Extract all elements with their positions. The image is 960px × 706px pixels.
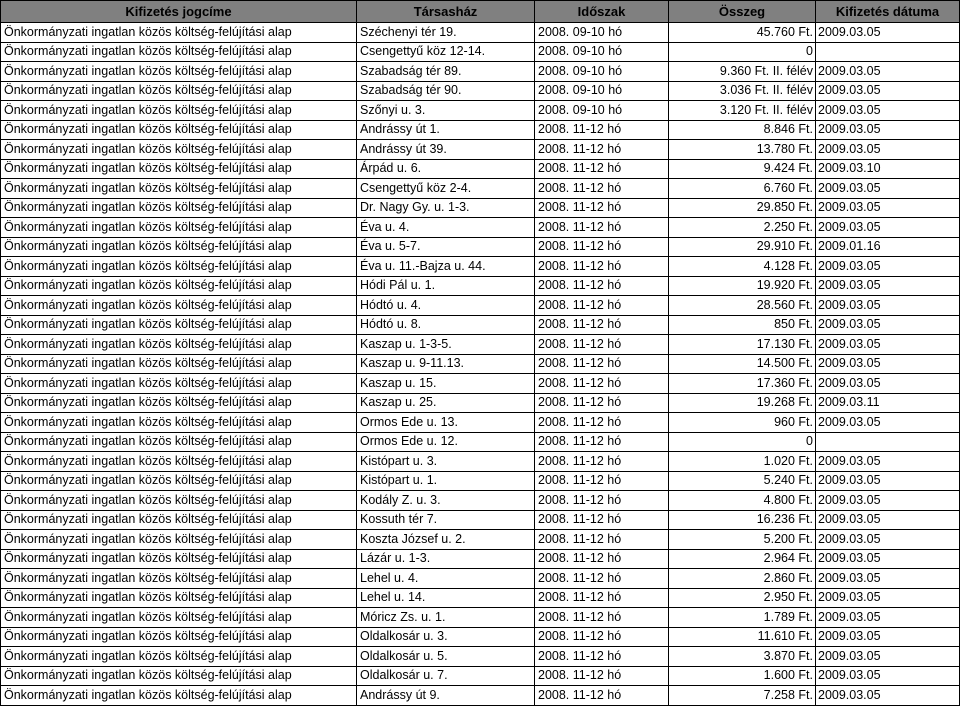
table-row	[1, 81, 960, 101]
cell-payment-title: Önkormányzati ingatlan közös költség-felújítási alap	[1, 374, 357, 394]
cell-period: 2008. 11-12 hó	[535, 393, 669, 413]
cell-amount: 3.120 Ft. II. félév	[669, 101, 816, 121]
cell-period: 2008. 11-12 hó	[535, 569, 669, 589]
cell-payment-date: 2009.03.05	[816, 491, 960, 511]
cell-period: 2008. 11-12 hó	[535, 413, 669, 433]
cell-condominium: Csengettyű köz 2-4.	[357, 179, 535, 199]
cell-condominium: Szabadság tér 90.	[357, 81, 535, 101]
table-row	[1, 432, 960, 452]
cell-payment-date: 2009.03.05	[816, 140, 960, 160]
table-row	[1, 23, 960, 43]
cell-condominium: Hódtó u. 8.	[357, 315, 535, 335]
cell-amount: 3.036 Ft. II. félév	[669, 81, 816, 101]
table-row	[1, 491, 960, 511]
cell-period: 2008. 11-12 hó	[535, 218, 669, 238]
cell-payment-date: 2009.03.05	[816, 530, 960, 550]
cell-amount: 45.760 Ft.	[669, 23, 816, 43]
cell-payment-date: 2009.03.05	[816, 120, 960, 140]
table-row	[1, 335, 960, 355]
cell-payment-title: Önkormányzati ingatlan közös költség-felújítási alap	[1, 198, 357, 218]
cell-period: 2008. 11-12 hó	[535, 179, 669, 199]
cell-condominium: Lázár u. 1-3.	[357, 549, 535, 569]
cell-payment-date: 2009.03.05	[816, 276, 960, 296]
cell-amount: 1.789 Ft.	[669, 608, 816, 628]
header-payment-date: Kifizetés dátuma	[816, 1, 960, 23]
header-amount: Összeg	[669, 1, 816, 23]
cell-payment-date: 2009.03.05	[816, 257, 960, 277]
cell-period: 2008. 11-12 hó	[535, 120, 669, 140]
header-period: Időszak	[535, 1, 669, 23]
cell-payment-date: 2009.03.05	[816, 569, 960, 589]
cell-payment-date	[816, 432, 960, 452]
cell-condominium: Hódtó u. 4.	[357, 296, 535, 316]
cell-payment-title: Önkormányzati ingatlan közös költség-felújítási alap	[1, 549, 357, 569]
cell-condominium: Oldalkosár u. 7.	[357, 666, 535, 686]
table-row	[1, 549, 960, 569]
cell-condominium: Dr. Nagy Gy. u. 1-3.	[357, 198, 535, 218]
cell-period: 2008. 11-12 hó	[535, 588, 669, 608]
cell-payment-title: Önkormányzati ingatlan közös költség-felújítási alap	[1, 393, 357, 413]
cell-payment-title: Önkormányzati ingatlan közös költség-felújítási alap	[1, 335, 357, 355]
table-row	[1, 296, 960, 316]
cell-period: 2008. 11-12 hó	[535, 491, 669, 511]
cell-payment-date: 2009.03.05	[816, 549, 960, 569]
cell-amount: 9.360 Ft. II. félév	[669, 62, 816, 82]
table-row	[1, 354, 960, 374]
cell-payment-title: Önkormányzati ingatlan közös költség-felújítási alap	[1, 510, 357, 530]
cell-condominium: Oldalkosár u. 5.	[357, 647, 535, 667]
cell-payment-title: Önkormányzati ingatlan közös költség-felújítási alap	[1, 179, 357, 199]
cell-amount: 9.424 Ft.	[669, 159, 816, 179]
cell-period: 2008. 11-12 hó	[535, 510, 669, 530]
cell-amount: 17.130 Ft.	[669, 335, 816, 355]
cell-payment-title: Önkormányzati ingatlan közös költség-felújítási alap	[1, 315, 357, 335]
cell-payment-title: Önkormányzati ingatlan közös költség-felújítási alap	[1, 237, 357, 257]
cell-period: 2008. 11-12 hó	[535, 530, 669, 550]
cell-period: 2008. 11-12 hó	[535, 608, 669, 628]
cell-payment-date: 2009.03.10	[816, 159, 960, 179]
table-row	[1, 608, 960, 628]
cell-payment-title: Önkormányzati ingatlan közös költség-felújítási alap	[1, 120, 357, 140]
cell-period: 2008. 09-10 hó	[535, 42, 669, 62]
cell-payment-date: 2009.03.05	[816, 471, 960, 491]
cell-condominium: Lehel u. 14.	[357, 588, 535, 608]
cell-period: 2008. 11-12 hó	[535, 354, 669, 374]
cell-payment-title: Önkormányzati ingatlan közös költség-felújítási alap	[1, 296, 357, 316]
cell-condominium: Andrássy út 9.	[357, 686, 535, 706]
cell-amount: 4.800 Ft.	[669, 491, 816, 511]
table-row	[1, 452, 960, 472]
cell-payment-title: Önkormányzati ingatlan közös költség-felújítási alap	[1, 432, 357, 452]
cell-condominium: Oldalkosár u. 3.	[357, 627, 535, 647]
cell-payment-title: Önkormányzati ingatlan közös költség-felújítási alap	[1, 491, 357, 511]
table-row	[1, 140, 960, 160]
cell-period: 2008. 11-12 hó	[535, 315, 669, 335]
cell-payment-title: Önkormányzati ingatlan közös költség-felújítási alap	[1, 530, 357, 550]
cell-condominium: Széchenyi tér 19.	[357, 23, 535, 43]
cell-payment-date	[816, 42, 960, 62]
table-row	[1, 198, 960, 218]
table-row	[1, 218, 960, 238]
cell-period: 2008. 11-12 hó	[535, 666, 669, 686]
cell-payment-date: 2009.03.05	[816, 315, 960, 335]
cell-payment-date: 2009.03.05	[816, 354, 960, 374]
table-row	[1, 62, 960, 82]
cell-payment-title: Önkormányzati ingatlan közös költség-felújítási alap	[1, 62, 357, 82]
cell-period: 2008. 11-12 hó	[535, 237, 669, 257]
cell-payment-date: 2009.03.05	[816, 198, 960, 218]
table-row	[1, 627, 960, 647]
cell-condominium: Csengettyű köz 12-14.	[357, 42, 535, 62]
cell-payment-title: Önkormányzati ingatlan közös költség-felújítási alap	[1, 452, 357, 472]
cell-payment-title: Önkormányzati ingatlan közös költség-felújítási alap	[1, 647, 357, 667]
cell-payment-date: 2009.03.05	[816, 374, 960, 394]
cell-payment-date: 2009.03.05	[816, 296, 960, 316]
cell-payment-date: 2009.03.05	[816, 627, 960, 647]
table-row	[1, 393, 960, 413]
cell-amount: 19.268 Ft.	[669, 393, 816, 413]
cell-period: 2008. 11-12 hó	[535, 686, 669, 706]
cell-condominium: Lehel u. 4.	[357, 569, 535, 589]
cell-payment-title: Önkormányzati ingatlan közös költség-felújítási alap	[1, 257, 357, 277]
cell-condominium: Árpád u. 6.	[357, 159, 535, 179]
cell-condominium: Andrássy út 39.	[357, 140, 535, 160]
cell-payment-date: 2009.03.11	[816, 393, 960, 413]
cell-amount: 960 Ft.	[669, 413, 816, 433]
cell-amount: 850 Ft.	[669, 315, 816, 335]
cell-condominium: Koszta József u. 2.	[357, 530, 535, 550]
cell-condominium: Kaszap u. 1-3-5.	[357, 335, 535, 355]
cell-payment-title: Önkormányzati ingatlan közös költség-felújítási alap	[1, 140, 357, 160]
cell-payment-date: 2009.03.05	[816, 452, 960, 472]
cell-period: 2008. 11-12 hó	[535, 335, 669, 355]
cell-period: 2008. 11-12 hó	[535, 647, 669, 667]
table-row	[1, 647, 960, 667]
cell-payment-date: 2009.03.05	[816, 335, 960, 355]
cell-condominium: Szőnyi u. 3.	[357, 101, 535, 121]
cell-payment-date: 2009.03.05	[816, 81, 960, 101]
table-row	[1, 666, 960, 686]
cell-payment-title: Önkormányzati ingatlan közös költség-felújítási alap	[1, 608, 357, 628]
cell-amount: 6.760 Ft.	[669, 179, 816, 199]
header-row	[1, 1, 960, 23]
cell-amount: 2.860 Ft.	[669, 569, 816, 589]
table-row	[1, 120, 960, 140]
table-row	[1, 588, 960, 608]
cell-period: 2008. 11-12 hó	[535, 452, 669, 472]
cell-payment-date: 2009.03.05	[816, 510, 960, 530]
cell-payment-title: Önkormányzati ingatlan közös költség-felújítási alap	[1, 81, 357, 101]
cell-amount: 3.870 Ft.	[669, 647, 816, 667]
cell-amount: 17.360 Ft.	[669, 374, 816, 394]
cell-condominium: Kaszap u. 25.	[357, 393, 535, 413]
cell-amount: 1.600 Ft.	[669, 666, 816, 686]
cell-payment-date: 2009.01.16	[816, 237, 960, 257]
header-payment-title: Kifizetés jogcíme	[1, 1, 357, 23]
cell-payment-date: 2009.03.05	[816, 686, 960, 706]
cell-period: 2008. 11-12 hó	[535, 374, 669, 394]
table-row	[1, 101, 960, 121]
cell-period: 2008. 09-10 hó	[535, 101, 669, 121]
table-row	[1, 315, 960, 335]
cell-period: 2008. 11-12 hó	[535, 432, 669, 452]
cell-condominium: Ormos Ede u. 13.	[357, 413, 535, 433]
cell-amount: 11.610 Ft.	[669, 627, 816, 647]
cell-payment-date: 2009.03.05	[816, 218, 960, 238]
cell-payment-title: Önkormányzati ingatlan közös költség-felújítási alap	[1, 666, 357, 686]
table-row	[1, 510, 960, 530]
cell-payment-title: Önkormányzati ingatlan közös költség-felújítási alap	[1, 569, 357, 589]
cell-condominium: Kistópart u. 3.	[357, 452, 535, 472]
cell-payment-title: Önkormányzati ingatlan közös költség-felújítási alap	[1, 276, 357, 296]
table-row	[1, 237, 960, 257]
cell-condominium: Éva u. 5-7.	[357, 237, 535, 257]
cell-period: 2008. 09-10 hó	[535, 62, 669, 82]
cell-amount: 1.020 Ft.	[669, 452, 816, 472]
cell-amount: 0	[669, 432, 816, 452]
cell-payment-date: 2009.03.05	[816, 62, 960, 82]
cell-payment-title: Önkormányzati ingatlan közös költség-felújítási alap	[1, 588, 357, 608]
cell-condominium: Kodály Z. u. 3.	[357, 491, 535, 511]
cell-payment-date: 2009.03.05	[816, 608, 960, 628]
cell-payment-title: Önkormányzati ingatlan közös költség-felújítási alap	[1, 101, 357, 121]
cell-payment-title: Önkormányzati ingatlan közös költség-felújítási alap	[1, 23, 357, 43]
cell-amount: 4.128 Ft.	[669, 257, 816, 277]
cell-period: 2008. 09-10 hó	[535, 23, 669, 43]
table-row	[1, 569, 960, 589]
cell-payment-date: 2009.03.05	[816, 23, 960, 43]
cell-condominium: Kistópart u. 1.	[357, 471, 535, 491]
cell-amount: 13.780 Ft.	[669, 140, 816, 160]
cell-condominium: Szabadság tér 89.	[357, 62, 535, 82]
cell-payment-title: Önkormányzati ingatlan közös költség-felújítási alap	[1, 686, 357, 706]
cell-amount: 8.846 Ft.	[669, 120, 816, 140]
cell-payment-title: Önkormányzati ingatlan közös költség-felújítási alap	[1, 354, 357, 374]
cell-condominium: Kaszap u. 9-11.13.	[357, 354, 535, 374]
cell-amount: 29.850 Ft.	[669, 198, 816, 218]
cell-amount: 2.250 Ft.	[669, 218, 816, 238]
header-condominium: Társasház	[357, 1, 535, 23]
cell-payment-title: Önkormányzati ingatlan közös költség-felújítási alap	[1, 471, 357, 491]
cell-condominium: Ormos Ede u. 12.	[357, 432, 535, 452]
cell-period: 2008. 11-12 hó	[535, 627, 669, 647]
cell-amount: 7.258 Ft.	[669, 686, 816, 706]
table-row	[1, 257, 960, 277]
table-row	[1, 276, 960, 296]
table-row	[1, 179, 960, 199]
table-row	[1, 42, 960, 62]
cell-condominium: Kaszap u. 15.	[357, 374, 535, 394]
cell-period: 2008. 11-12 hó	[535, 198, 669, 218]
cell-period: 2008. 11-12 hó	[535, 296, 669, 316]
cell-payment-date: 2009.03.05	[816, 647, 960, 667]
cell-period: 2008. 11-12 hó	[535, 257, 669, 277]
cell-condominium: Kossuth tér 7.	[357, 510, 535, 530]
cell-period: 2008. 11-12 hó	[535, 549, 669, 569]
cell-payment-title: Önkormányzati ingatlan közös költség-felújítási alap	[1, 218, 357, 238]
cell-amount: 0	[669, 42, 816, 62]
cell-amount: 5.240 Ft.	[669, 471, 816, 491]
table-header	[1, 1, 960, 23]
cell-payment-title: Önkormányzati ingatlan közös költség-felújítási alap	[1, 42, 357, 62]
cell-amount: 2.950 Ft.	[669, 588, 816, 608]
cell-amount: 19.920 Ft.	[669, 276, 816, 296]
cell-condominium: Éva u. 4.	[357, 218, 535, 238]
cell-condominium: Móricz Zs. u. 1.	[357, 608, 535, 628]
table-row	[1, 530, 960, 550]
cell-amount: 29.910 Ft.	[669, 237, 816, 257]
cell-period: 2008. 11-12 hó	[535, 140, 669, 160]
cell-amount: 28.560 Ft.	[669, 296, 816, 316]
cell-payment-title: Önkormányzati ingatlan közös költség-felújítási alap	[1, 159, 357, 179]
cell-payment-title: Önkormányzati ingatlan közös költség-felújítási alap	[1, 627, 357, 647]
cell-payment-date: 2009.03.05	[816, 101, 960, 121]
table-row	[1, 471, 960, 491]
cell-period: 2008. 11-12 hó	[535, 159, 669, 179]
cell-condominium: Hódi Pál u. 1.	[357, 276, 535, 296]
cell-payment-date: 2009.03.05	[816, 588, 960, 608]
table-row	[1, 686, 960, 706]
cell-payment-date: 2009.03.05	[816, 413, 960, 433]
cell-amount: 2.964 Ft.	[669, 549, 816, 569]
table-row	[1, 159, 960, 179]
cell-period: 2008. 11-12 hó	[535, 471, 669, 491]
cell-condominium: Andrássy út 1.	[357, 120, 535, 140]
table-row	[1, 374, 960, 394]
cell-amount: 5.200 Ft.	[669, 530, 816, 550]
table-row	[1, 413, 960, 433]
cell-period: 2008. 09-10 hó	[535, 81, 669, 101]
table-body	[1, 23, 960, 706]
cell-payment-title: Önkormányzati ingatlan közös költség-felújítási alap	[1, 413, 357, 433]
cell-amount: 14.500 Ft.	[669, 354, 816, 374]
cell-period: 2008. 11-12 hó	[535, 276, 669, 296]
cell-condominium: Éva u. 11.-Bajza u. 44.	[357, 257, 535, 277]
cell-amount: 16.236 Ft.	[669, 510, 816, 530]
cell-payment-date: 2009.03.05	[816, 666, 960, 686]
cell-payment-date: 2009.03.05	[816, 179, 960, 199]
